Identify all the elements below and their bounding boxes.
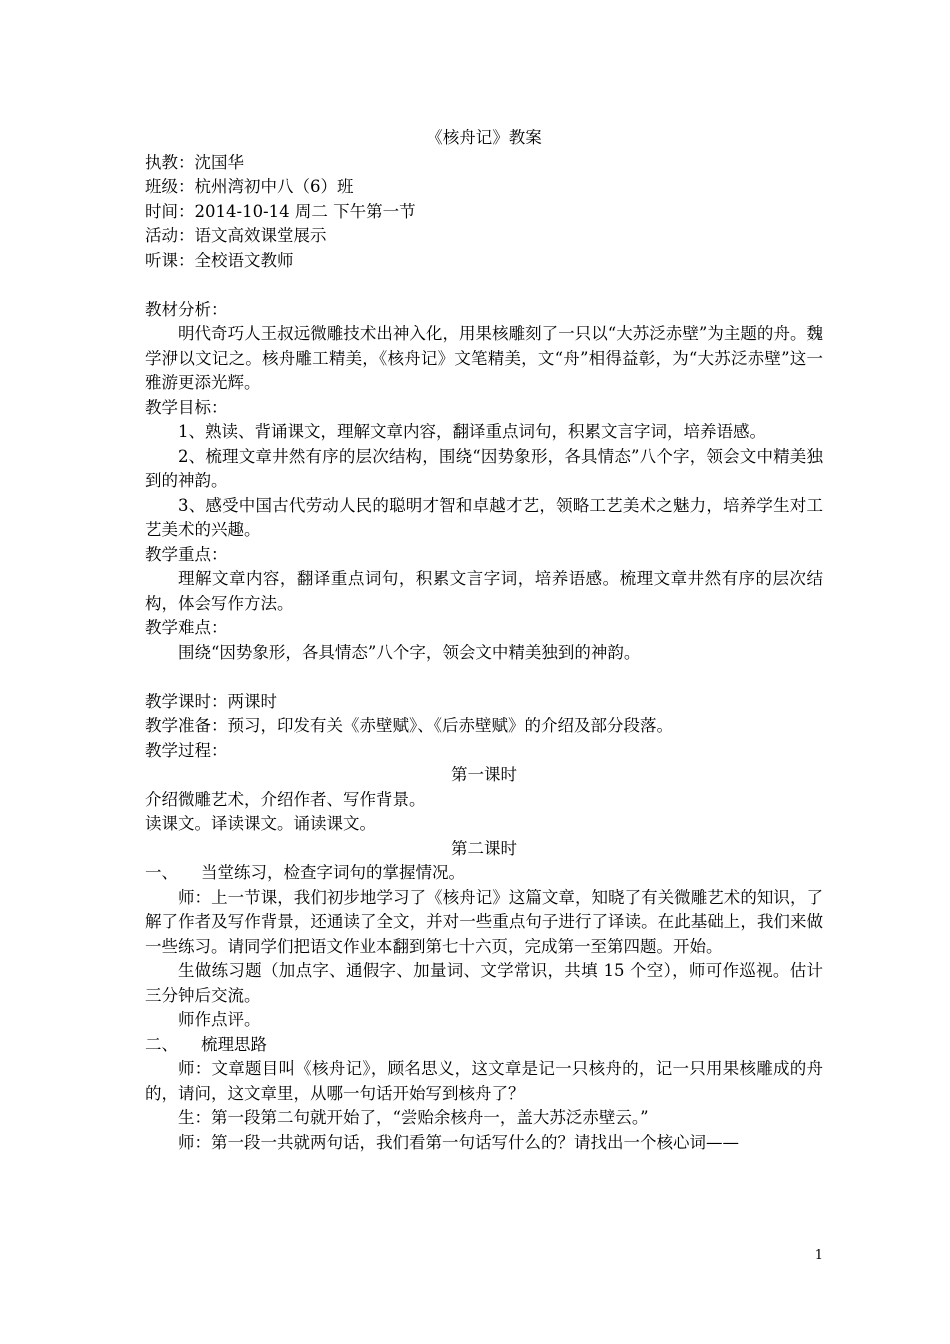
- section1-number: 一、: [145, 863, 178, 882]
- section1-para-1: 师：上一节课，我们初步地学习了《核舟记》这篇文章，知晓了有关微雕艺术的知识，了解了作者及写作背景，还通读了全文，并对一些重点句子进行了译读。在此基础上，我们来做一些练习。请同学们把语文作业本翻到第七十六页，完成第一至第四题。开始。: [145, 887, 823, 956]
- analysis-heading: 教材分析：: [145, 299, 228, 319]
- meta-line-teacher: 执教：沈国华: [145, 152, 244, 172]
- goal-item-3: 3、感受中国古代劳动人民的聪明才智和卓越才艺，领略工艺美术之魅力，培养学生对工艺美术的兴趣。: [145, 495, 823, 539]
- lesson1-line-2: 读课文。译读课文。诵读课文。: [145, 814, 376, 833]
- section2-para-1: 师：文章题目叫《核舟记》，顾名思义，这文章是记一只核舟的，记一只用果核雕成的舟的，请问，这文章里，从哪一句话开始写到核舟了？: [145, 1059, 823, 1103]
- goals-heading: 教学目标：: [145, 397, 228, 417]
- spacer: [145, 665, 823, 690]
- lesson1-heading: 第一课时: [451, 765, 517, 784]
- meta-line-audience: 听课：全校语文教师: [145, 250, 294, 270]
- meta-line-time: 时间：2014-10-14 周二 下午第一节: [145, 201, 416, 221]
- section2-title: 梳理思路: [201, 1034, 267, 1054]
- lesson1-line-1: 介绍微雕艺术，介绍作者、写作背景。: [145, 789, 426, 809]
- goal-item-2: 2、梳理文章井然有序的层次结构，围绕“因势象形，各具情态”八个字，领会文中精美独到的神韵。: [145, 446, 823, 490]
- teaching-preparation: 教学准备：预习，印发有关《赤壁赋》、《后赤壁赋》的介绍及部分段落。: [145, 716, 673, 735]
- section1-title: 当堂练习，检查字词句的掌握情况。: [201, 863, 465, 882]
- section1-para-2: 生做练习题（加点字、通假字、加量词、文学常识，共填 15 个空），师可作巡视。估计三分钟后交流。: [145, 961, 823, 1005]
- key-points-text: 理解文章内容，翻译重点词句，积累文言字词，培养语感。梳理文章井然有序的层次结构，体会写作方法。: [145, 569, 823, 613]
- section1-para-3: 师作点评。: [178, 1010, 261, 1029]
- section1-heading: [145, 861, 823, 886]
- spacer: [145, 273, 823, 298]
- section2-heading: [145, 1033, 823, 1058]
- key-points-heading: 教学重点：: [145, 544, 228, 564]
- document-page: [145, 126, 823, 1155]
- meta-line-class: 班级：杭州湾初中八（6）班: [145, 177, 354, 196]
- section2-number: 二、: [145, 1034, 178, 1054]
- page-number: 1: [814, 1248, 823, 1263]
- analysis-text: 明代奇巧人王叔远微雕技术出神入化，用果核雕刻了一只以“大苏泛赤壁”为主题的舟。魏学洢以文记之。核舟雕工精美，《核舟记》文笔精美，文“舟”相得益彰，为“大苏泛赤壁”这一雅游更添光辉。: [145, 324, 823, 392]
- lesson2-heading: 第二课时: [451, 838, 517, 858]
- section2-para-3: 师：第一段一共就两句话，我们看第一句话写什么的？请找出一个核心词——: [178, 1132, 739, 1152]
- goal-item-1: 1、熟读、背诵课文，理解文章内容，翻译重点词句，积累文言字词，培养语感。: [178, 422, 766, 441]
- difficulties-text: 围绕“因势象形，各具情态”八个字，领会文中精美独到的神韵。: [178, 642, 641, 662]
- section2-para-2: 生：第一段第二句就开始了，“尝贻余核舟一，盖大苏泛赤壁云。”: [178, 1108, 649, 1127]
- page-title: 《核舟记》教案: [426, 128, 542, 147]
- meta-line-activity: 活动：语文高效课堂展示: [145, 226, 327, 245]
- difficulties-heading: 教学难点：: [145, 618, 228, 637]
- teaching-hours: 教学课时：两课时: [145, 691, 277, 711]
- process-heading: 教学过程：: [145, 740, 228, 760]
